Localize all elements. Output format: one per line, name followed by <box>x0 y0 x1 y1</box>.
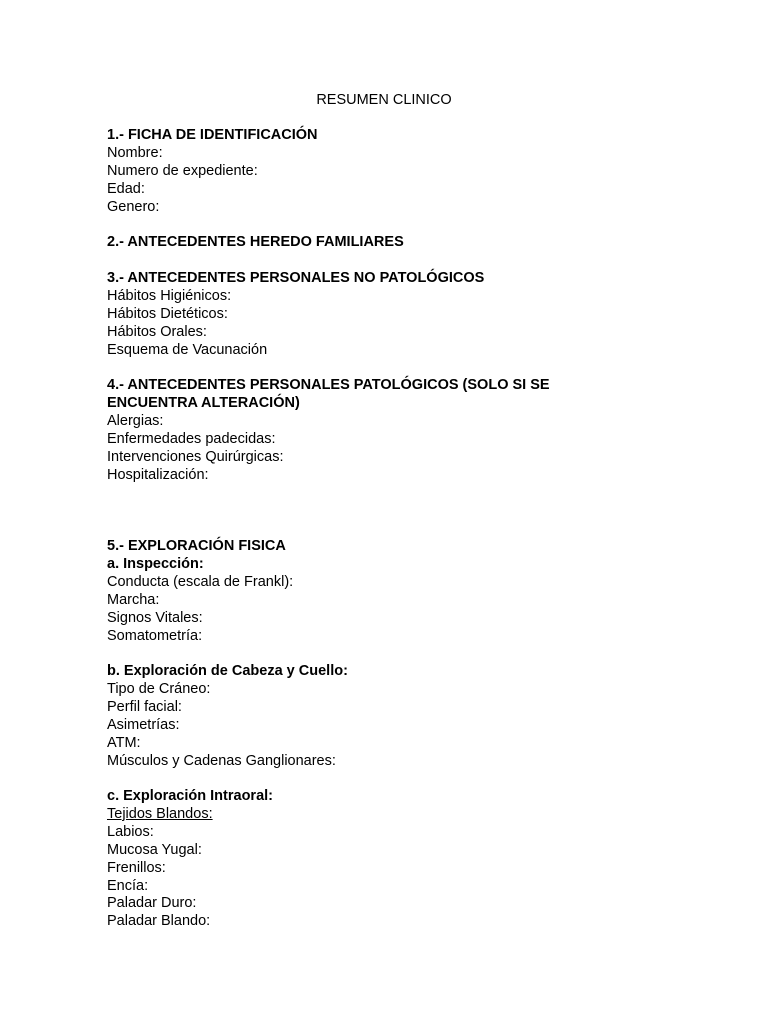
field-somatometria: Somatometría: <box>107 628 203 644</box>
section3-heading: 3.- ANTECEDENTES PERSONALES NO PATOLÓGICOS <box>107 270 485 286</box>
field-asimetrias: Asimetrías: <box>107 717 180 733</box>
document-title-text: RESUMEN CLINICO <box>316 92 452 108</box>
field-conducta-frankl: Conducta (escala de Frankl): <box>107 574 294 590</box>
section5a-heading: a. Inspección: <box>107 556 204 572</box>
field-genero: Genero: <box>107 199 160 215</box>
field-paladar-blando: Paladar Blando: <box>107 913 211 929</box>
field-tipo-craneo: Tipo de Cráneo: <box>107 681 211 697</box>
field-mucosa-yugal: Mucosa Yugal: <box>107 842 202 858</box>
field-alergias: Alergias: <box>107 413 164 429</box>
document-title <box>0 91 768 109</box>
field-habitos-dieteticos: Hábitos Dietéticos: <box>107 306 228 322</box>
field-musculos-cadenas: Músculos y Cadenas Ganglionares: <box>107 753 336 769</box>
field-habitos-orales: Hábitos Orales: <box>107 324 207 340</box>
section1-heading: 1.- FICHA DE IDENTIFICACIÓN <box>107 127 318 143</box>
field-enfermedades-padecidas: Enfermedades padecidas: <box>107 431 276 447</box>
section5c-heading: c. Exploración Intraoral: <box>107 788 273 804</box>
section5-heading: 5.- EXPLORACIÓN FISICA <box>107 538 286 554</box>
field-frenillos: Frenillos: <box>107 860 166 876</box>
field-signos-vitales: Signos Vitales: <box>107 610 203 626</box>
field-labios: Labios: <box>107 824 154 840</box>
section5c-subheading: Tejidos Blandos: <box>107 806 213 822</box>
field-edad: Edad: <box>107 181 145 197</box>
field-numero-expediente: Numero de expediente: <box>107 163 258 179</box>
section2-heading: 2.- ANTECEDENTES HEREDO FAMILIARES <box>107 234 404 250</box>
field-habitos-higienicos: Hábitos Higiénicos: <box>107 288 232 304</box>
section4-heading-line1: 4.- ANTECEDENTES PERSONALES PATOLÓGICOS (SOLO SI SE <box>107 377 550 393</box>
field-intervenciones-quirurgicas: Intervenciones Quirúrgicas: <box>107 449 284 465</box>
field-hospitalizacion: Hospitalización: <box>107 467 209 483</box>
field-paladar-duro: Paladar Duro: <box>107 895 197 911</box>
field-atm: ATM: <box>107 735 141 751</box>
field-marcha: Marcha: <box>107 592 160 608</box>
section4-heading-line2: ENCUENTRA ALTERACIÓN) <box>107 395 300 411</box>
section5b-heading: b. Exploración de Cabeza y Cuello: <box>107 663 348 679</box>
field-esquema-vacunacion: Esquema de Vacunación <box>107 342 268 358</box>
field-nombre: Nombre: <box>107 145 163 161</box>
field-perfil-facial: Perfil facial: <box>107 699 182 715</box>
field-encia: Encía: <box>107 878 149 894</box>
